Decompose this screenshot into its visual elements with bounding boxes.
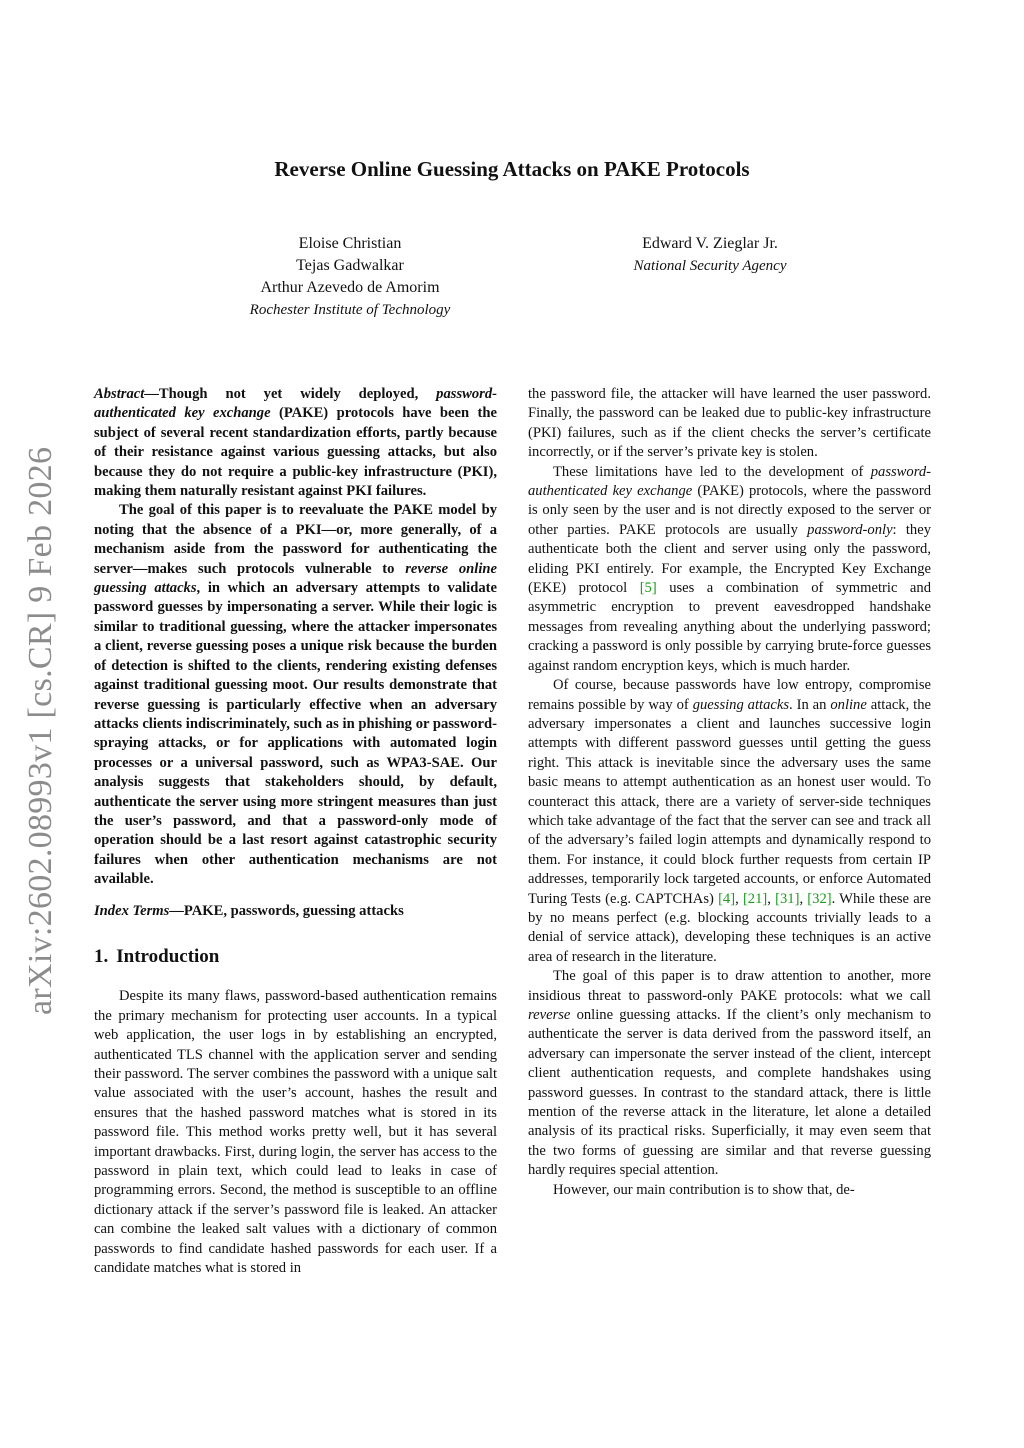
body-paragraph: Of course, because passwords have low entropy, compromise remains possible by way of guessing attacks. In an online attack, the adversary impersonates a client and launches successive login attempts with different password guesses until getting the guess right. This attack is inevitable since the adversary uses the same basic means to attempt authentication as an honest user would. To counteract this attack, there are a variety of server-side techniques which take advantage of the fact that the server can see and track all of the adversary’s failed login attempts and dynamically respond to them. For instance, it could block further requests from certain IP addresses, temporarily lock targeted accounts, or enforce Automated Turing Tests (e.g. CAPTCHAs) [4], [21], [31], [32]. While these are by no means perfect (e.g. blocking accounts trivially leads to a denial of service attack), developing these techniques is an active area of research in the literature. <box>528 677 932 965</box>
body-paragraph: These limitations have led to the development of password-authenticated key exchange (PAKE) protocols, where the password is only seen by the user and is not directly exposed to the server or other parties. PAKE protocols are usually password-only: they authenticate both the client and server using only the password, eliding PKI entirely. For example, the Encrypted Key Exchange (EKE) protocol [5] uses a combination of symmetric and asymmetric encryption to prevent eavesdropped handshake messages from revealing anything about the underlying password; cracking a password is only possible by carrying brute-force guesses against random encryption keys, which is much harder. <box>528 463 931 674</box>
index-terms: Index Terms—PAKE, passwords, guessing attacks <box>94 902 404 919</box>
citation-link[interactable]: [4] <box>718 890 736 907</box>
body-paragraph: However, our main contribution is to show that, de- <box>553 1181 855 1198</box>
author-name: Tejas Gadwalkar <box>296 257 404 274</box>
author-name: Edward V. Zieglar Jr. <box>642 235 778 252</box>
section-title: Introduction <box>116 945 220 967</box>
citation-link[interactable]: [32] <box>807 890 832 907</box>
section-number: 1. <box>94 945 109 967</box>
arxiv-identifier: arXiv:2602.08993v1 [cs.CR] 9 Feb 2026 <box>22 446 59 1015</box>
abstract-paragraph: The goal of this paper is to reevaluate the PAKE model by noting that the absence of a PKI—or, more generally, of a mechanism aside from the password for authenticating the server—makes such protocols vulnerable to reverse online guessing attacks, in which an adversary attempts to validate password guesses by impersonating a server. While their logic is similar to traditional guessing, where the attacker impersonates a client, reverse guessing poses a unique risk because the burden of detection is shifted to the clients, rendering existing defenses against traditional guessing moot. Our results demonstrate that reverse guessing is particularly effective when an adversary attacks clients indiscriminately, such as in phishing or password-spraying attacks, or for applications with automated login processes or a universal password, such as WPA3-SAE. Our analysis suggests that stakeholders should, by default, authenticate the server using more stringent measures than just the user’s password, and that a password-only mode of operation should be a last resort against catastrophic security failures when other authentication mechanisms are not available. <box>94 502 497 888</box>
body-paragraph: The goal of this paper is to draw attention to another, more insidious threat to password-only PAKE protocols: what we call reverse online guessing attacks. If the client’s only mechanism to authenticate the server is data derived from the password itself, an adversary can impersonate the server instead of the client, intercept client authentication requests, and complete handshakes using password guesses. In contrast to the standard attack, there is little mention of the reverse attack in the literature, let alone a detailed analysis of its practical risks. Superficially, it may even seem that the two forms of guessing are similar and that reverse guessing hardly requires special attention. <box>528 968 931 1179</box>
author-block-right <box>560 233 860 277</box>
citation-link[interactable]: [31] <box>775 890 800 907</box>
paper-title: Reverse Online Guessing Attacks on PAKE Protocols <box>274 157 750 181</box>
citation-link[interactable]: [21] <box>742 890 768 907</box>
author-affiliation: National Security Agency <box>633 258 787 274</box>
author-block-left <box>200 233 500 321</box>
abstract-label: Abstract <box>94 386 145 402</box>
author-name: Arthur Azevedo de Amorim <box>260 279 440 296</box>
section-heading <box>94 947 497 966</box>
left-column <box>94 385 497 1278</box>
citation-link[interactable]: [5] <box>639 580 657 597</box>
author-name: Eloise Christian <box>298 235 402 252</box>
abstract-paragraph: Abstract—Though not yet widely deployed, password-authenticated key exchange (PAKE) protocols have been the subject of several recent standardization efforts, partly because of their resistance against various guessing attacks, but also because they do not require a public-key infrastructure (PKI), making them naturally resistant against PKI failures. <box>94 386 497 500</box>
body-paragraph-continued: the password file, the attacker will have learned the user password. Finally, the password can be leaked due to public-key infrastructure (PKI) failures, such as if the client checks the server’s certificate incorrectly, or if the server’s private key is stolen. <box>528 386 931 461</box>
body-paragraph: Despite its many flaws, password-based authentication remains the primary mechanism for protecting user accounts. In a typical web application, the user logs in by establishing an encrypted, authenticated TLS channel with the application server and sending their password. The server combines the password with a unique salt value associated with the user’s account, hashes the result and ensures that the hashed password matches what is stored in its password file. This method works pretty well, but it has several important drawbacks. First, during login, the server has access to the password in plain text, which could lead to leaks in case of programming errors. Second, the method is susceptible to an offline dictionary attack if the server’s password file is leaked. An attacker can combine the leaked salt values with a dictionary of common passwords to find candidate hashed passwords for each user. If a candidate matches what is stored in <box>94 988 497 1277</box>
right-column <box>528 385 931 1200</box>
index-terms-label: Index Terms <box>94 902 170 919</box>
author-affiliation: Rochester Institute of Technology <box>249 302 451 318</box>
